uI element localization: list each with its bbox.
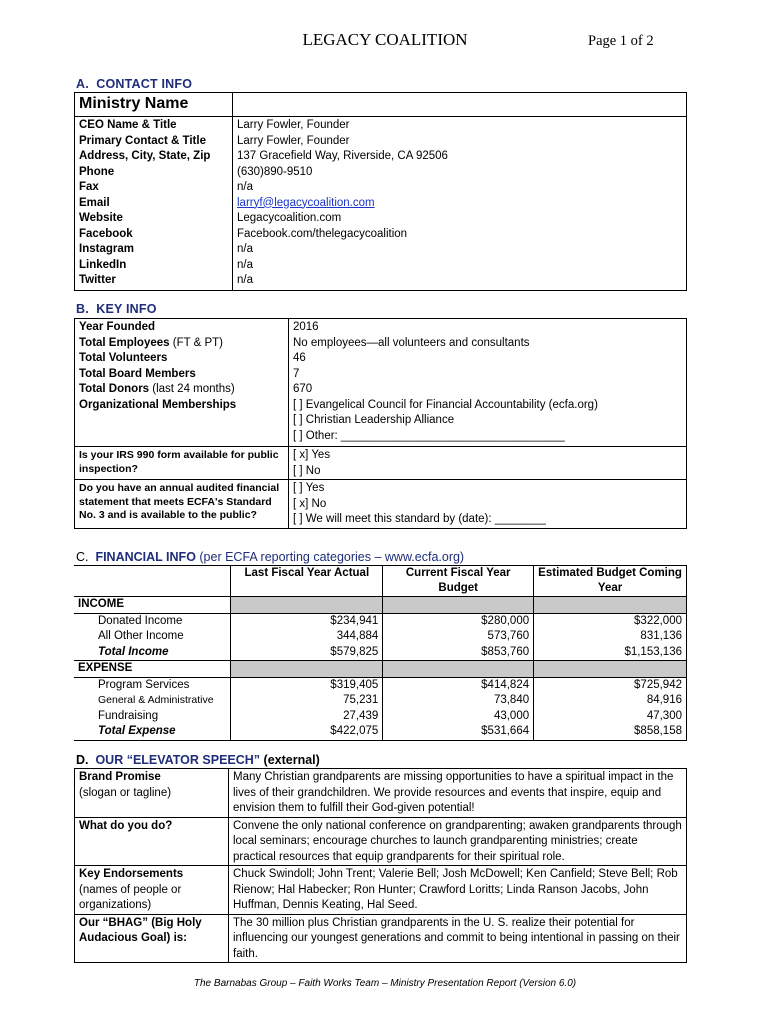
email-link[interactable]: larryf@legacycoalition.com [237,196,375,209]
instagram-label: Instagram [79,243,134,255]
audit-date-checkbox[interactable]: [ ] We will meet this standard by (date): ________ [293,513,546,525]
fundraising-label: Fundraising [98,709,159,722]
volunteers-label: Total Volunteers [79,352,168,364]
general-v1: 75,231 [343,694,379,706]
section-title: OUR “ELEVATOR SPEECH” [95,753,261,767]
contact-labels [75,117,233,291]
brand-promise-sub: (slogan or tagline) [79,786,172,799]
endorsements-sub: (names of people or organizations) [79,883,182,911]
brand-promise-label: Brand Promise [79,771,161,783]
income-current [383,613,534,661]
fax-label: Fax [79,181,99,193]
contact-table [74,92,687,291]
income-label: INCOME [74,597,231,614]
total-expense-v1: $422,075 [330,725,379,737]
expense-label: EXPENSE [74,661,231,678]
cla-checkbox[interactable]: [ ] Christian Leadership Alliance [293,414,455,426]
board-value: 7 [293,367,300,380]
program-v1: $319,405 [330,678,379,691]
total-expense-v2: $531,664 [481,725,530,737]
total-income-v3: $1,153,136 [624,645,682,658]
key-info-table [74,318,687,529]
donors-note: (last 24 months) [149,383,235,395]
key-labels [75,319,289,447]
fund-v2: 43,000 [493,709,530,722]
expense-current [383,677,534,740]
section-title: KEY INFO [96,302,157,316]
fax-value: n/a [237,181,253,193]
program-services-label: Program Services [98,678,190,691]
facebook-value: Facebook.com/thelegacycoalition [237,227,408,240]
section-letter: A. [76,77,89,91]
document-title: LEGACY COALITION [302,30,468,49]
section-a-heading [76,77,192,91]
col-current-budget: Current Fiscal Year Budget [383,566,534,597]
twitter-value: n/a [237,274,253,286]
total-income-v2: $853,760 [481,645,530,658]
primary-contact-value: Larry Fowler, Founder [237,134,350,147]
linkedin-value: n/a [237,258,253,271]
section-title: CONTACT INFO [96,77,193,91]
email-label: Email [79,196,110,209]
ceo-value: Larry Fowler, Founder [237,119,350,131]
page-number: Page 1 of 2 [588,33,654,49]
other-v3: 831,136 [640,630,682,642]
contact-values [233,117,687,291]
ministry-name-label: Ministry Name [75,93,233,117]
total-expense-v3: $858,158 [634,725,682,737]
program-v2: $414,824 [481,678,530,691]
website-label: Website [79,212,123,224]
section-title: FINANCIAL INFO [95,550,196,564]
income-last-year [231,613,383,661]
ecfa-checkbox[interactable]: [ ] Evangelical Council for Financial Accountability (ecfa.org) [293,398,598,411]
donors-value: 670 [293,383,313,395]
donated-income-label: Donated Income [98,614,183,627]
section-letter: D. [76,753,89,767]
address-label: Address, City, State, Zip [79,150,211,162]
donated-v3: $322,000 [634,614,682,627]
key-values [289,319,687,447]
board-label: Total Board Members [79,367,196,380]
bhag-label: Our “BHAG” (Big Holy Audacious Goal) is: [75,914,229,963]
program-v3: $725,942 [634,678,682,691]
donated-v2: $280,000 [481,614,530,627]
what-do-you-do-label: What do you do? [75,817,229,866]
phone-value: (630)890-9510 [237,165,313,178]
instagram-value: n/a [237,243,253,255]
employees-value: No employees—all volunteers and consultants [293,336,530,349]
audit-yes-checkbox[interactable]: [ ] Yes [293,482,325,494]
general-admin-label: General & Administrative [98,694,214,706]
facebook-label: Facebook [79,227,133,240]
general-v2: 73,840 [493,694,530,706]
linkedin-label: LinkedIn [79,258,127,271]
primary-contact-label: Primary Contact & Title [79,134,206,147]
col-last-fiscal-year: Last Fiscal Year Actual [231,566,383,597]
donors-label: Total Donors [79,383,150,395]
other-v2: 573,760 [487,630,530,642]
fund-v1: 27,439 [343,709,379,722]
what-do-you-do-value: Convene the only national conference on grandparenting; awaken grandparents through local seminars; encourage churches to launch grandparenting ministries; create practical resources that equip grandparents for their spiritual role. [229,817,687,866]
income-labels [74,613,231,661]
brand-promise-value: Many Christian grandparents are missing opportunities to have a spiritual impact in the lives of their grandchildren. We provide resources and events that inspire, equip and envision them to fulfill their God-given potential! [229,769,687,818]
irs-990-options [289,447,687,480]
section-note: (per ECFA reporting categories – www.ecfa.org) [195,550,465,564]
fund-v3: 47,300 [646,709,682,722]
expense-labels [74,677,231,740]
brand-promise-cell [75,769,229,818]
endorsements-value: Chuck Swindoll; John Trent; Valerie Bell; Josh McDowell; Ken Canfield; Steve Bell; Rob Rienow; Hal Habecker; Ron Hunter; Crawford Loritts; Linda Ranson Jacobs, John Huffman, Dennis Keating, Hal Seed. [229,866,687,915]
audit-label: Do you have an annual audited financial statement that meets ECFA's Standard No. 3 and is available to the public? [75,480,289,529]
section-letter: B. [76,302,89,316]
income-estimated [534,613,687,661]
donated-v1: $234,941 [330,614,379,627]
irs-yes-checkbox[interactable]: [ x] Yes [293,449,331,461]
financial-table [74,565,687,741]
phone-label: Phone [79,165,115,178]
section-note: (external) [260,753,320,767]
memberships-label: Organizational Memberships [79,398,237,411]
total-expense-label: Total Expense [98,725,176,737]
irs-no-checkbox[interactable]: [ ] No [293,464,321,477]
col-estimated-budget: Estimated Budget Coming Year [534,566,687,597]
total-income-v1: $579,825 [330,645,379,658]
employees-note: (FT & PT) [169,336,223,349]
employees-label: Total Employees [79,336,170,349]
other-v1: 344,884 [336,630,379,642]
total-income-label: Total Income [98,645,169,658]
other-membership-checkbox[interactable]: [ ] Other: ___________________________________ [293,429,565,442]
general-v3: 84,916 [646,694,682,706]
section-b-heading [76,302,157,316]
section-c-heading [76,550,464,564]
year-founded-label: Year Founded [79,321,156,333]
expense-estimated [534,677,687,740]
irs-990-label: Is your IRS 990 form available for public inspection? [75,447,289,480]
year-founded-value: 2016 [293,321,319,333]
section-d-heading [76,753,320,767]
ministry-name-value [233,93,687,117]
footer: The Barnabas Group – Faith Works Team – Ministry Presentation Report (Version 6.0) [193,978,577,989]
bhag-value: The 30 million plus Christian grandparents in the U. S. realize their potential for influencing our youngest generations and commit to being intentional in passing on their faith. [229,914,687,963]
expense-last-year [231,677,383,740]
elevator-table [74,768,687,963]
ceo-label: CEO Name & Title [79,119,177,131]
twitter-label: Twitter [79,274,116,286]
website-value: Legacycoalition.com [237,212,342,224]
other-income-label: All Other Income [98,630,184,642]
endorsements-cell [75,866,229,915]
audit-options [289,480,687,529]
endorsements-label: Key Endorsements [79,868,184,880]
address-value: 137 Gracefield Way, Riverside, CA 92506 [237,150,448,162]
volunteers-value: 46 [293,352,306,364]
audit-no-checkbox[interactable]: [ x] No [293,497,327,510]
section-letter: C. [76,550,89,564]
